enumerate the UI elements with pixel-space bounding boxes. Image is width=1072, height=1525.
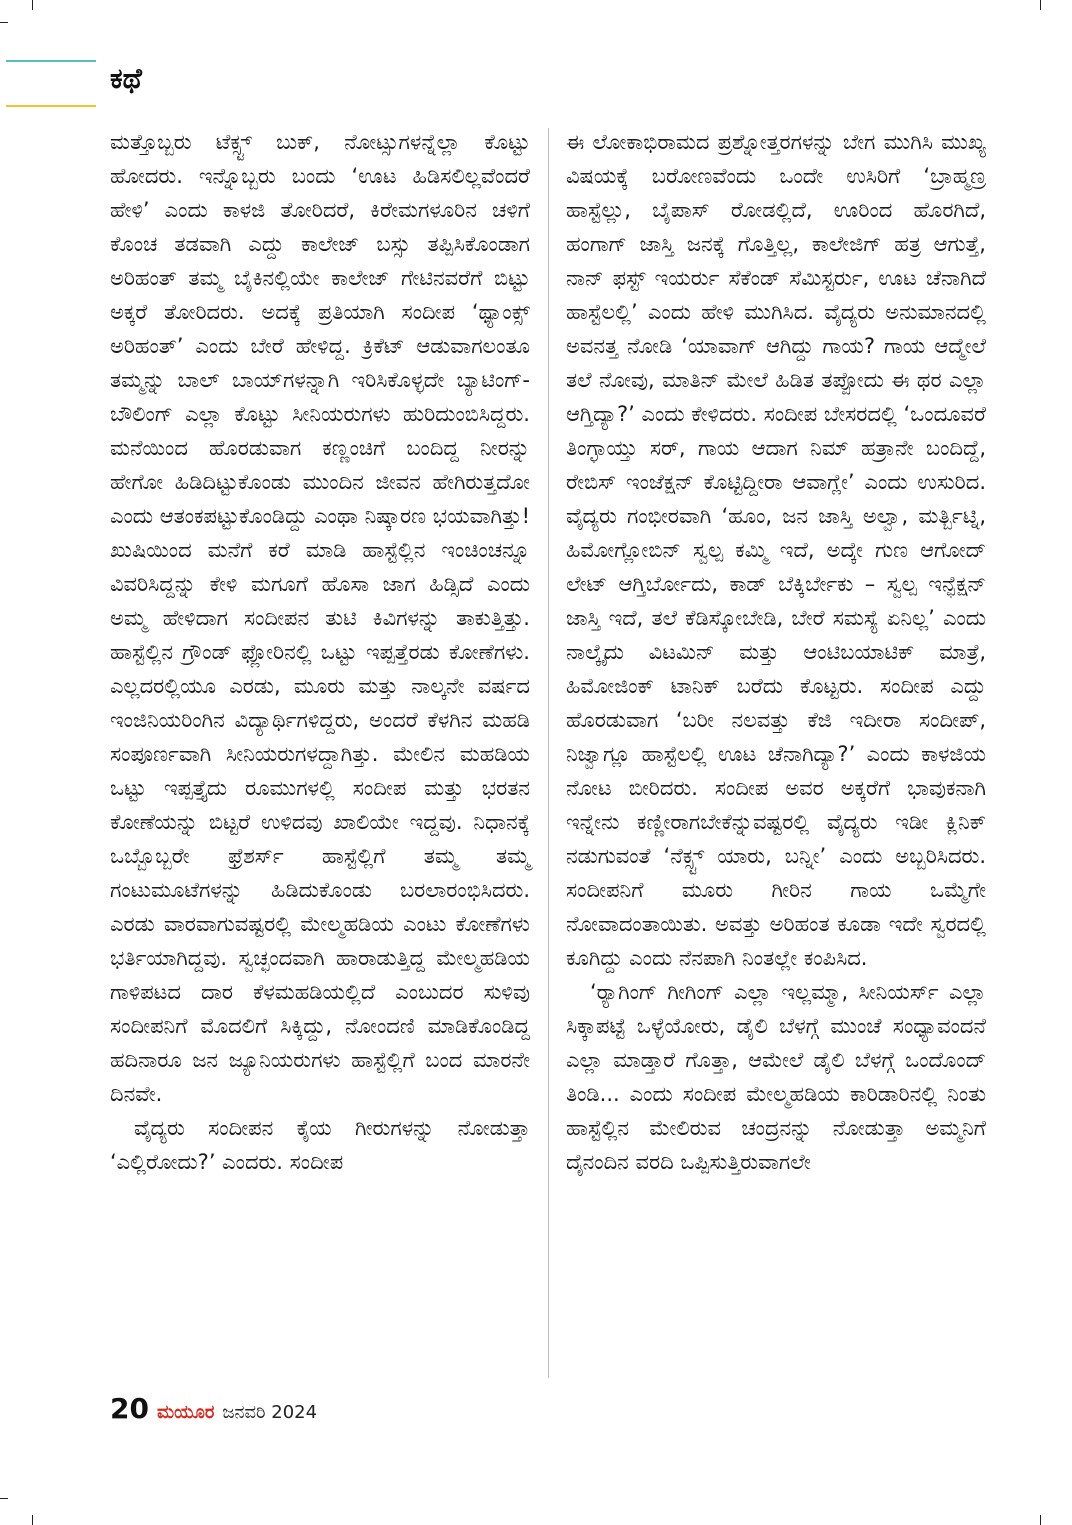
section-title: ಕಥೆ (110, 62, 142, 95)
crop-mark (1040, 0, 1041, 10)
crop-mark (32, 0, 33, 10)
section-accent-bottom (6, 105, 96, 107)
paragraph: ‘ರ್‍ಯಾಗಿಂಗ್ ಗೀಗಿಂಗ್ ಎಲ್ಲಾ ಇಲ್ಲಮ್ಮಾ, ಸೀನಿಯರ್ಸ್ ಎಲ್ಲಾ ಸಿಕ್ಕಾಪಟ್ಟೆ ಒಳ್ಳೆಯೋರು, ಡೈಲಿ ಬೆಳಗ್ಗೆ ಮುಂಚೆ ಸಂಧ್ಯಾವಂದನೆ ಎಲ್ಲಾ ಮಾಡ್ತಾರೆ ಗೊತ್ತಾ, ಆಮೇಲೆ ಡೈಲಿ ಬೆಳಗ್ಗೆ ಒಂದೊಂದ್ ತಿಂಡಿ... ಎಂದು ಸಂದೀಪ ಮೇಲ್ಮಹಡಿಯ ಕಾರಿಡಾರಿನಲ್ಲಿ ನಿಂತು ಹಾಸ್ಟೆಲ್ಲಿನ ಮೇಲಿರುವ ಚಂದ್ರನನ್ನು ನೋಡುತ್ತಾ ಅಮ್ಮನಿಗೆ ದೈನಂದಿನ ವರದಿ ಒಪ್ಪಿಸುತ್ತಿರುವಾಗಲೇ (566, 980, 986, 1174)
column-divider (548, 128, 549, 1378)
magazine-logo: ಮಯೂರ (156, 1402, 215, 1423)
issue-date: ಜನವರಿ 2024 (222, 1402, 318, 1423)
paragraph: ಈ ಲೋಕಾಭಿರಾಮದ ಪ್ರಶ್ನೋತ್ತರಗಳನ್ನು ಬೇಗ ಮುಗಿಸಿ ಮುಖ್ಯ ವಿಷಯಕ್ಕೆ ಬರೋಣವೆಂದು ಒಂದೇ ಉಸಿರಿಗೆ ‘ಬ್ರಾಹ್ಮಣ್ರ ಹಾಸ್ಟೆಲ್ಲು, ಬೈಪಾಸ್ ರೋಡಲ್ಲಿದೆ, ಊರಿಂದ ಹೊರಗಿದೆ, ಹಂಗಾಗ್ ಜಾಸ್ತಿ ಜನಕ್ಕೆ ಗೊತ್ತಿಲ್ಲ, ಕಾಲೇಜಿಗ್ ಹತ್ರ ಆಗುತ್ತೆ, ನಾನ್ ಫಸ್ಟ್ ಇಯರ್ರು ಸೆಕೆಂಡ್ ಸೆಮಿಸ್ಟರ್ರು, ಊಟ ಚೆನಾಗಿದೆ ಹಾಸ್ಟೆಲಲ್ಲಿ’ ಎಂದು ಹೇಳಿ ಮುಗಿಸಿದ. ವೈದ್ಯರು ಅನುಮಾನದಲ್ಲಿ ಅವನತ್ತ ನೋಡಿ ‘ಯಾವಾಗ್ ಆಗಿದ್ದು ಗಾಯ? ಗಾಯ ಆದ್ಮೇಲೆ ತಲೆ ನೋವು, ಮಾತಿನ್ ಮೇಲೆ ಹಿಡಿತ ತಪ್ಪೋದು ಈ ಥರ ಎಲ್ಲಾ ಆಗ್ತಿದ್ಯಾ?’ ಎಂದು ಕೇಳಿದರು. ಸಂದೀಪ ಬೇಸರದಲ್ಲಿ ‘ಒಂದೂವರೆ ತಿಂಗ್ಳಾಯ್ತು ಸರ್, ಗಾಯ ಆದಾಗ ನಿಮ್ ಹತ್ರಾನೇ ಬಂದಿದ್ದೆ, ರೇಬಿಸ್ ಇಂಜೆಕ್ಷನ್ ಕೊಟ್ಟಿದ್ದೀರಾ ಆವಾಗ್ಲೇ’ ಎಂದು ಉಸುರಿದ. ವೈದ್ಯರು ಗಂಭೀರವಾಗಿ ‘ಹೂಂ, ಜನ ಜಾಸ್ತಿ ಅಲ್ವಾ, ಮರ್ತ್ಬಿಟ್ನಿ, ಹಿಮೋಗ್ಲೋಬಿನ್ ಸ್ವಲ್ಪ ಕಮ್ಮಿ ಇದೆ, ಅದ್ಕೇ ಗುಣ ಆಗೋದ್ ಲೇಟ್ ಆಗ್ತಿರ್ಬೋದು, ಕಾಡ್ ಬೆಕ್ಕಿರ್ಬೇಕು – ಸ್ವಲ್ಪ ಇನ್ಫೆಕ್ಷನ್ ಜಾಸ್ತಿ ಇದೆ, ತಲೆ ಕೆಡಿಸ್ಕೋಬೇಡಿ, ಬೇರೆ ಸಮಸ್ಯೆ ಏನಿಲ್ಲ’ ಎಂದು ನಾಲ್ಕೈದು ವಿಟಮಿನ್ ಮತ್ತು ಆಂಟಿಬಯಾಟಿಕ್ ಮಾತ್ರೆ, ಹಿಮೋಜಿಂಕ್ ಟಾನಿಕ್ ಬರೆದು ಕೊಟ್ಟರು. ಸಂದೀಪ ಎದ್ದು ಹೊರಡುವಾಗ ‘ಬರೀ ನಲವತ್ತು ಕೆಜಿ ಇದೀರಾ ಸಂದೀಪ್, ನಿಜ್ವಾಗ್ಲೂ ಹಾಸ್ಟೆಲಲ್ಲಿ ಊಟ ಚೆನಾಗಿದ್ಯಾ?’ ಎಂದು ಕಾಳಜಿಯ ನೋಟ ಬೀರಿದರು. ಸಂದೀಪ ಅವರ ಅಕ್ಕರೆಗೆ ಭಾವುಕನಾಗಿ ಇನ್ನೇನು ಕಣ್ಣೀರಾಗಬೇಕೆನ್ನುವಷ್ಟರಲ್ಲಿ ವೈದ್ಯರು ಇಡೀ ಕ್ಲಿನಿಕ್ ನಡುಗುವಂತೆ ‘ನೆಕ್ಸ್ಟ್ ಯಾರು, ಬನ್ನೀ’ ಎಂದು ಅಬ್ಬರಿಸಿದರು. ಸಂದೀಪನಿಗೆ ಮೂರು ಗೀರಿನ ಗಾಯ ಒಮ್ಮೆಗೇ ನೋವಾದಂತಾಯಿತು. ಅವತ್ತು ಅರಿಹಂತ ಕೂಡಾ ಇದೇ ಸ್ವರದಲ್ಲಿ ಕೂಗಿದ್ದು ಎಂದು ನೆನಪಾಗಿ ನಿಂತಲ್ಲೇ ಕಂಪಿಸಿದ. (566, 130, 986, 970)
paragraph: ಮತ್ತೊಬ್ಬರು ಟೆಕ್ಸ್ಟ್ ಬುಕ್, ನೋಟ್ಸುಗಳನ್ನೆಲ್ಲಾ ಕೊಟ್ಟು ಹೋದರು. ಇನ್ನೊಬ್ಬರು ಬಂದು ‘ಊಟ ಹಿಡಿಸಲಿಲ್ಲವೆಂದರೆ ಹೇಳಿ’ ಎಂದು ಕಾಳಜಿ ತೋರಿದರೆ, ಕಿರೇಮಗಳೂರಿನ ಚಳಿಗೆ ಕೊಂಚ ತಡವಾಗಿ ಎದ್ದು ಕಾಲೇಜ್ ಬಸ್ಸು ತಪ್ಪಿಸಿಕೊಂಡಾಗ ಅರಿಹಂತ್ ತಮ್ಮ ಬೈಕಿನಲ್ಲಿಯೇ ಕಾಲೇಜ್ ಗೇಟಿನವರೆಗೆ ಬಿಟ್ಟು ಅಕ್ಕರೆ ತೋರಿದರು. ಅದಕ್ಕೆ ಪ್ರತಿಯಾಗಿ ಸಂದೀಪ ‘ಥ್ಯಾಂಕ್ಸ್ ಅರಿಹಂತ್’ ಎಂದು ಬೇರೆ ಹೇಳಿದ್ದ. ಕ್ರಿಕೆಟ್ ಆಡುವಾಗಲಂತೂ ತಮ್ಮನ್ನು ಬಾಲ್ ಬಾಯ್‌ಗಳನ್ನಾಗಿ ಇರಿಸಿಕೊಳ್ಳದೇ ಬ್ಯಾಟಿಂಗ್-ಬೌಲಿಂಗ್ ಎಲ್ಲಾ ಕೊಟ್ಟು ಸೀನಿಯರುಗಳು ಹುರಿದುಂಬಿಸಿದ್ದರು. ಮನೆಯಿಂದ ಹೊರಡುವಾಗ ಕಣ್ಣಂಚಿಗೆ ಬಂದಿದ್ದ ನೀರನ್ನು ಹೇಗೋ ಹಿಡಿದಿಟ್ಟುಕೊಂಡು ಮುಂದಿನ ಜೀವನ ಹೇಗಿರುತ್ತದೋ ಎಂದು ಆತಂಕಪಟ್ಟುಕೊಂಡಿದ್ದು ಎಂಥಾ ನಿಷ್ಕಾರಣ ಭಯವಾಗಿತ್ತು! ಖುಷಿಯಿಂದ ಮನೆಗೆ ಕರೆ ಮಾಡಿ ಹಾಸ್ಟೆಲ್ಲಿನ ಇಂಚಿಂಚನ್ನೂ ವಿವರಿಸಿದ್ದನ್ನು ಕೇಳಿ ಮಗೂಗೆ ಹೊಸಾ ಜಾಗ ಹಿಡ್ಸಿದೆ ಎಂದು ಅಮ್ಮ ಹೇಳಿದಾಗ ಸಂದೀಪನ ತುಟಿ ಕಿವಿಗಳನ್ನು ತಾಕುತ್ತಿತ್ತು. ಹಾಸ್ಟೆಲ್ಲಿನ ಗ್ರೌಂಡ್ ಫ್ಲೋರಿನಲ್ಲಿ ಒಟ್ಟು ಇಪ್ಪತ್ತೆರಡು ಕೋಣೆಗಳು. ಎಲ್ಲದರಲ್ಲಿಯೂ ಎರಡು, ಮೂರು ಮತ್ತು ನಾಲ್ಕನೇ ವರ್ಷದ ಇಂಜಿನಿಯರಿಂಗಿನ ವಿದ್ಯಾರ್ಥಿಗಳಿದ್ದರು, ಅಂದರೆ ಕೆಳಗಿನ ಮಹಡಿ ಸಂಪೂರ್ಣವಾಗಿ ಸೀನಿಯರುಗಳದ್ದಾಗಿತ್ತು. ಮೇಲಿನ ಮಹಡಿಯ ಒಟ್ಟು ಇಪ್ಪತ್ತೈದು ರೂಮುಗಳಲ್ಲಿ ಸಂದೀಪ ಮತ್ತು ಭರತನ ಕೋಣೆಯನ್ನು ಬಿಟ್ಟರೆ ಉಳಿದವು ಖಾಲಿಯೇ ಇದ್ದವು. ನಿಧಾನಕ್ಕೆ ಒಬ್ಬೊಬ್ಬರೇ ಫ್ರೆಶರ್ಸ್ ಹಾಸ್ಟೆಲ್ಲಿಗೆ ತಮ್ಮ ತಮ್ಮ ಗಂಟುಮೂಟೆಗಳನ್ನು ಹಿಡಿದುಕೊಂಡು ಬರಲಾರಂಭಿಸಿದರು. ಎರಡು ವಾರವಾಗುವಷ್ಟರಲ್ಲಿ ಮೇಲ್ಮಹಡಿಯ ಎಂಟು ಕೋಣೆಗಳು ಭರ್ತಿಯಾಗಿದ್ದವು. ಸ್ವಚ್ಛಂದವಾಗಿ ಹಾರಾಡುತ್ತಿದ್ದ ಮೇಲ್ಮಹಡಿಯ ಗಾಳಿಪಟದ ದಾರ ಕೆಳಮಹಡಿಯಲ್ಲಿದೆ ಎಂಬುದರ ಸುಳಿವು ಸಂದೀಪನಿಗೆ ಮೊದಲಿಗೆ ಸಿಕ್ಕಿದ್ದು, ನೋಂದಣಿ ಮಾಡಿಕೊಂಡಿದ್ದ ಹದಿನಾರೂ ಜನ ಜ್ಯೂನಿಯರುಗಳು ಹಾಸ್ಟೆಲ್ಲಿಗೆ ಬಂದ ಮಾರನೇ ದಿನವೇ. (110, 130, 530, 1106)
crop-mark (1040, 1515, 1041, 1525)
crop-mark (0, 1498, 8, 1499)
column-left (110, 125, 530, 1179)
crop-mark (32, 1515, 33, 1525)
paragraph: ವೈದ್ಯರು ಸಂದೀಪನ ಕೈಯ ಗೀರುಗಳನ್ನು ನೋಡುತ್ತಾ ‘ಎಲ್ಲಿರೋದು?’ ಎಂದರು. ಸಂದೀಪ (110, 1116, 530, 1174)
page-number: 20 (110, 1392, 149, 1425)
page-footer (110, 1392, 317, 1425)
crop-mark (0, 22, 8, 23)
column-right (566, 125, 986, 1179)
section-accent-top (6, 60, 96, 62)
